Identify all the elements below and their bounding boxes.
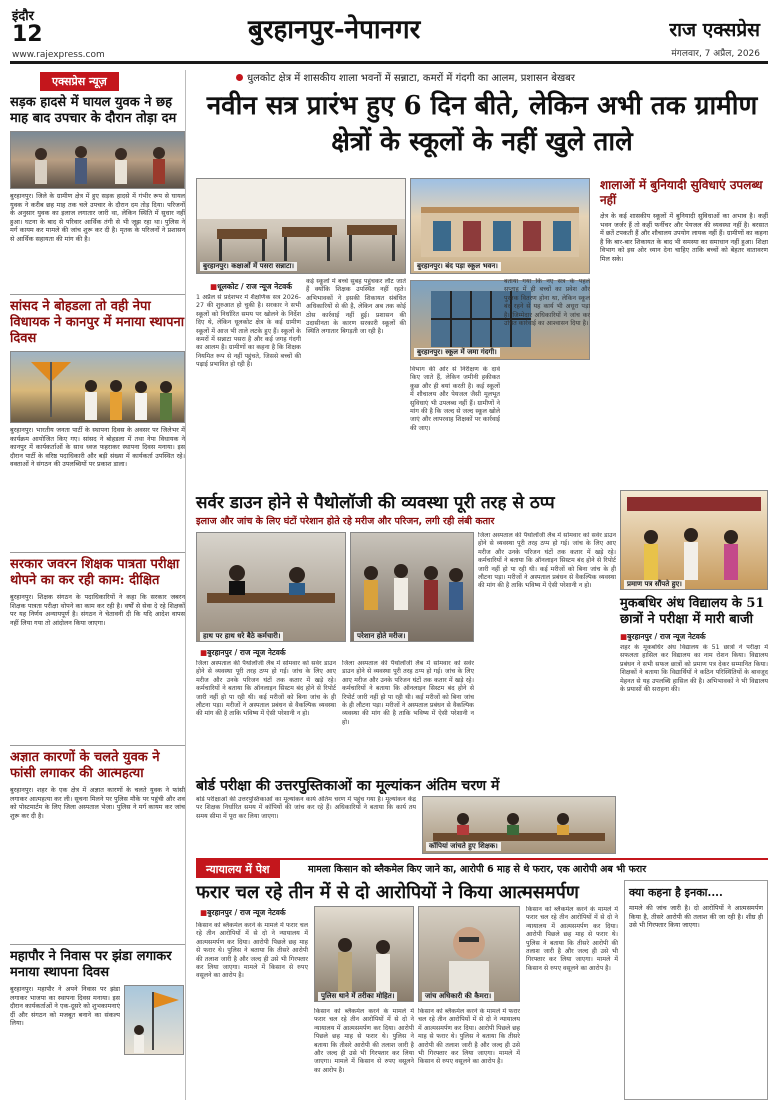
court-byline: ■ बुरहानपुर / राज न्यूज नेटवर्क xyxy=(200,908,286,918)
photo-caption: बुरहानपुर। कक्षाओं में पसरा सन्नाटा। xyxy=(200,262,297,271)
court-band xyxy=(196,858,768,876)
ceremony-illustration xyxy=(621,491,767,589)
portrait-illustration xyxy=(419,907,519,1001)
lead-column-2: कई स्कूलों में बच्चे सुबह पहुंचकर लौट जाते हैं क्योंकि शिक्षक उपस्थित नहीं रहते। अभिभावकों ने इसकी शिकायत संबंधित अधिकारियों से की है, लेकिन अब तक कोई ठोस कार्रवाई नहीं हुई। प्रशासन की उदासीनता के कारण सरकारी स्कूलों की स्थिति लगातार बिगड़ती जा रही है। xyxy=(306,278,406,336)
lead-kicker xyxy=(236,70,768,84)
lead-sidebar xyxy=(600,178,768,482)
divider xyxy=(10,294,185,295)
story-photo xyxy=(124,985,184,1055)
school-headline: मुकबधिर अंध विद्यालय के 51 छात्रों ने परीक्षा में मारी बाजी xyxy=(620,596,765,627)
page-banner: बुरहानपुर-नेपानगर xyxy=(248,15,421,45)
crowd-illustration xyxy=(11,352,185,423)
paper-name: राज एक्सप्रेस xyxy=(669,19,760,41)
lead-column-4: बताया गया कि नए सत्र के पहले सप्ताह में ही बच्चों का प्रवेश और पुस्तक वितरण होना था, लेकिन स्कूल बंद रहने से यह कार्य भी अधूरा पड़ा है। जिम्मेदार अधिकारियों ने जांच कर उचित कार्रवाई का आश्वासन दिया है। xyxy=(504,278,590,328)
website-link[interactable]: www.rajexpress.com xyxy=(12,50,105,60)
server-photo-1 xyxy=(196,532,346,642)
lead-column-3: विभाग की ओर से निरीक्षण के दावे किए जाते हैं, लेकिन जमीनी हकीकत कुछ और ही बयां करती है। कई स्कूलों में शौचालय और पेयजल जैसी मूलभूत सुविधाएं भी उपलब्ध नहीं हैं। ग्रामीणों ने मांग की है कि जल्द से जल्द स्कूल खोले जाएं और लापरवाह शिक्षकों पर कार्रवाई की जाए। xyxy=(410,366,500,432)
waiting-crowd-illustration xyxy=(351,533,473,641)
story-photo xyxy=(10,351,185,423)
page-number: 12 xyxy=(12,22,43,47)
story-text: बुरहानपुर। शिक्षक संगठन के पदाधिकारियों ने कहा कि सरकार जबरन शिक्षक पात्रता परीक्षा थोपने का काम कर रही है। वर्षों से सेवा दे रहे शिक्षकों पर यह निर्णय अन्यायपूर्ण है। संगठन ने चेतावनी दी कि यदि आदेश वापस नहीं लिया गया तो आंदोलन किया जाएगा। xyxy=(10,593,185,627)
photo-caption: कॉपियां जांचते हुए शिक्षक। xyxy=(426,842,501,851)
edition-city: इंदौर xyxy=(12,9,34,24)
story-headline: सांसद ने बोहडला तो वही नेपा विधायक ने कानपुर में मनाया स्थापना दिवस xyxy=(10,299,185,346)
classroom-illustration xyxy=(197,179,405,273)
story-photo xyxy=(10,131,185,189)
court-sidebar xyxy=(624,880,768,1100)
court-band-text: मामला किसान को ब्लैकमेल किए जाने का, आरोपी 6 माह से थे फरार, एक आरोपी अब भी फरार xyxy=(308,864,647,875)
story-text: बुरहानपुर। शहर के एक क्षेत्र में अज्ञात कारणों के चलते युवक ने फांसी लगाकर आत्महत्या कर ली। सूचना मिलने पर पुलिस मौके पर पहुंची और शव को पोस्टमार्टम के लिए जिला अस्पताल भेजा। पुलिस ने मर्ग कायम कर जांच शुरू कर दी है। xyxy=(10,786,185,820)
photo-caption: प्रमाण पत्र सौंपते हुए। xyxy=(624,580,685,589)
court-text-3: किसान को ब्लैकमेल करने के मामले में फरार चल रहे तीन आरोपियों में से दो ने न्यायालय में आत्मसमर्पण कर दिया। आरोपी पिछले छह माह से फरार थे। पुलिस ने बताया कि तीसरे आरोपी की तलाश जारी है और जल्द ही उसे भी गिरफ्तार कर लिया जाएगा। मामले में किसान से रुपए वसूलने का आरोप है। xyxy=(418,1008,520,1066)
court-text-2: किसान को ब्लैकमेल करने के मामले में फरार चल रहे तीन आरोपियों में से दो ने न्यायालय में आत्मसमर्पण कर दिया। आरोपी पिछले छह माह से फरार थे। पुलिस ने बताया कि तीसरे आरोपी की तलाश जारी है और जल्द ही उसे भी गिरफ्तार कर लिया जाएगा। मामले में किसान से रुपए वसूलने का आरोप है। xyxy=(314,1008,414,1074)
exam-headline: बोर्ड परीक्षा की उत्तरपुस्तिकाओं का मूल्यांकन अंतिम चरण में xyxy=(196,778,500,794)
court-photo-1 xyxy=(314,906,414,1002)
photo-caption: परेशान होते मरीज। xyxy=(354,632,408,641)
office-illustration xyxy=(197,533,345,641)
issue-date: मंगलवार, 7 अप्रैल, 2026 xyxy=(671,49,760,59)
court-headline: फरार चल रहे तीन में से दो आरोपियों ने किया आत्मसमर्पण xyxy=(196,882,579,903)
divider xyxy=(10,944,185,945)
photo-caption: बुरहानपुर। बंद पड़ा स्कूल भवन। xyxy=(414,262,501,271)
bullet-icon xyxy=(236,74,243,81)
people-illustration xyxy=(11,132,185,189)
divider xyxy=(10,552,185,553)
divider xyxy=(10,745,185,746)
story-headline: सड़क हादसे में घायल युवक ने छह माह बाद उपचार के दौरान तोड़ा दम xyxy=(10,95,177,126)
story-text: बुरहानपुर। जिले के ग्रामीण क्षेत्र में हुए सड़क हादसे में गंभीर रूप से घायल युवक ने करीब छह माह तक चले उपचार के दौरान दम तोड़ दिया। परिजनों के अनुसार युवक का इलाज लगातार जारी था, लेकिन स्थिति में सुधार नहीं हुआ। घटना के बाद से परिवार आर्थिक तंगी से भी जूझ रहा था। पुलिस ने मर्ग कायम कर मामले की जांच शुरू कर दी है। मृतक के परिजनों ने प्रशासन से आर्थिक सहायता की मांग की है। xyxy=(10,192,185,243)
lead-headline: नवीन सत्र प्रारंभ हुए 6 दिन बीते, लेकिन अभी तक ग्रामीण क्षेत्रों के स्कूलों के नहीं खुले ताले xyxy=(206,91,758,157)
section-tag: एक्सप्रेस न्यूज़ xyxy=(40,72,119,91)
court-photo-2 xyxy=(418,906,520,1002)
server-subhead: इलाज और जांच के लिए घंटों परेशान होते रहे मरीज और परिजन, लगी रही लंबी कतार xyxy=(196,516,495,527)
server-headline: सर्वर डाउन होने से पैथोलॉजी की व्यवस्था पूरी तरह से ठप्प xyxy=(196,493,555,513)
photo-caption: जांच अधिकारी की कैमरा। xyxy=(422,992,494,1001)
server-text-1: जिला अस्पताल की पैथोलॉजी लैब में सोमवार को सर्वर डाउन होने से व्यवस्था पूरी तरह ठप्प हो गई। जांच के लिए आए मरीज और उनके परिजन घंटों तक कतार में खड़े रहे। कर्मचारियों ने बताया कि ऑनलाइन सिस्टम बंद होने से रिपोर्ट जारी नहीं हो पा रही थी। कई मरीजों को बिना जांच के ही लौटना पड़ा। मरीजों ने अस्पताल प्रबंधन से वैकल्पिक व्यवस्था की मांग की है ताकि भविष्य में ऐसी परेशानी न हो। xyxy=(196,660,336,718)
school-text: शहर के मूकबधिर अंध विद्यालय के 51 छात्रों ने परीक्षा में सफलता हासिल कर विद्यालय का नाम रोशन किया। विद्यालय प्रबंधन ने सभी सफल छात्रों को प्रमाण पत्र देकर सम्मानित किया। शिक्षकों ने बताया कि विद्यार्थियों ने कठिन परिस्थितियों के बावजूद मेहनत से यह उपलब्धि हासिल की है। अभिभावकों ने भी विद्यालय के प्रयासों की सराहना की। xyxy=(620,644,768,694)
photo-caption: पुलिस थाने में तरीका मोहित। xyxy=(318,992,397,1001)
court-sidebar-headline: क्या कहना है इनका.... xyxy=(629,886,723,899)
story-text: बुरहानपुर। भारतीय जनता पार्टी के स्थापना दिवस के अवसर पर जिलेभर में कार्यक्रम आयोजित किए गए। सांसद ने बोहडला में तथा नेपा विधायक ने कानपुर में कार्यकर्ताओं के साथ ध्वज फहराकर स्थापना दिवस मनाया। इस दौरान पार्टी के वरिष्ठ पदाधिकारी और बड़ी संख्या में कार्यकर्ता उपस्थित रहे। वक्ताओं ने संगठन की उपलब्धियों पर प्रकाश डाला। xyxy=(10,426,185,469)
school-building-illustration xyxy=(411,179,589,273)
story-headline: सरकार जवरन शिक्षक पात्रता परीक्षा थोपने का कर रही काम: दीक्षित xyxy=(10,557,180,588)
story-text: बुरहानपुर। महापौर ने अपने निवास पर झंडा लगाकर भाजपा का स्थापना दिवस मनाया। इस दौरान कार्यकर्ताओं ने एक-दूसरे को शुभकामनाएं दीं और संगठन को मजबूत बनाने का संकल्प लिया। xyxy=(10,985,120,1028)
story-headline: अज्ञात कारणों के चलते युवक ने फांसी लगाकर की आत्महत्या xyxy=(10,750,160,781)
server-photo-2 xyxy=(350,532,474,642)
masthead xyxy=(10,6,768,64)
court-band-label: न्यायालय में पेश xyxy=(196,860,280,878)
server-byline: ■ बुरहानपुर / राज न्यूज नेटवर्क xyxy=(200,648,286,658)
court-text-1: किसान को ब्लैकमेल करने के मामले में फरार चल रहे तीन आरोपियों में से दो ने न्यायालय में आत्मसमर्पण कर दिया। आरोपी पिछले छह माह से फरार थे। पुलिस ने बताया कि तीसरे आरोपी की तलाश जारी है और जल्द ही उसे भी गिरफ्तार कर लिया जाएगा। मामले में किसान से रुपए वसूलने का आरोप है। xyxy=(196,922,308,980)
sidebar-headline: शालाओं में बुनियादी सुविधाएं उपलब्ध नहीं xyxy=(600,178,763,207)
photo-caption: बुरहानपुर। स्कूल में जमा गंदगी। xyxy=(414,348,500,357)
exam-text: बोर्ड परीक्षाओं की उत्तरपुस्तिकाओं का मूल्यांकन कार्य अंतिम चरण में पहुंच गया है। मूल्यांकन केंद्र पर शिक्षक निर्धारित समय में कॉपियों की जांच कर रहे हैं। अधिकारियों ने बताया कि कार्य तय समय सीमा में पूरा कर लिया जाएगा। xyxy=(196,796,416,820)
story-headline: महापौर ने निवास पर झंडा लगाकर मनाया स्थापना दिवस xyxy=(10,949,172,980)
school-photo xyxy=(620,490,768,590)
server-text-2: जिला अस्पताल की पैथोलॉजी लैब में सोमवार को सर्वर डाउन होने से व्यवस्था पूरी तरह ठप्प हो गई। जांच के लिए आए मरीज और उनके परिजन घंटों तक कतार में खड़े रहे। कर्मचारियों ने बताया कि ऑनलाइन सिस्टम बंद होने से रिपोर्ट जारी नहीं हो पा रही थी। कई मरीजों को बिना जांच के ही लौटना पड़ा। मरीजों ने अस्पताल प्रबंधन से वैकल्पिक व्यवस्था की मांग की है ताकि भविष्य में ऐसी परेशानी न हो। xyxy=(342,660,474,726)
school-byline: ■ बुरहानपुर / राज न्यूज नेटवर्क xyxy=(620,632,706,642)
court-text-4: किसान को ब्लैकमेल करने के मामले में फरार चल रहे तीन आरोपियों में से दो ने न्यायालय में आत्मसमर्पण कर दिया। आरोपी पिछले छह माह से फरार थे। पुलिस ने बताया कि तीसरे आरोपी की तलाश जारी है और जल्द ही उसे भी गिरफ्तार कर लिया जाएगा। मामले में किसान से रुपए वसूलने का आरोप है। xyxy=(526,906,618,972)
flag-illustration xyxy=(125,986,183,1054)
lead-column-1: 1 अप्रैल से प्रदेशभर में शैक्षणिक सत्र 2026-27 की शुरुआत हो चुकी है। सरकार ने सभी स्कूलों को निर्धारित समय पर खोलने के निर्देश दिए थे, लेकिन धूलकोट क्षेत्र के कई ग्रामीण स्कूलों में आज भी ताले लटके हुए हैं। स्कूलों के कमरों में सन्नाटा पसरा है और कई जगह गंदगी का आलम है। ग्रामीणों का कहना है कि शिक्षक नियमित रूप से नहीं पहुंचते, जिससे बच्चों की पढ़ाई प्रभावित हो रही है। xyxy=(196,294,301,369)
left-column xyxy=(10,70,186,1100)
photo-caption: हाथ पर हाथ धरे बैठे कर्मचारी। xyxy=(200,632,283,641)
court-sidebar-text: मामले की जांच जारी है। दो आरोपियों ने आत्मसमर्पण किया है, तीसरे आरोपी की तलाश की जा रही है। शीघ्र ही उसे भी गिरफ्तार किया जाएगा। xyxy=(629,904,763,930)
lead-byline: ■ धूलकोट / राज न्यूज नेटवर्क xyxy=(210,282,292,292)
lead-photo-1 xyxy=(196,178,406,274)
sidebar-text: क्षेत्र के कई शासकीय स्कूलों में बुनियादी सुविधाओं का अभाव है। कहीं भवन जर्जर हैं तो कहीं फर्नीचर और पेयजल की व्यवस्था नहीं है। बरसात में छतें टपकती हैं और शौचालय उपयोग लायक नहीं हैं। ग्रामीणों का कहना है कि बार-बार शिकायत के बाद भी समस्या का समाधान नहीं हुआ। शिक्षा विभाग को इस ओर ध्यान देना चाहिए ताकि बच्चों को बेहतर वातावरण मिल सके। xyxy=(600,212,768,263)
lead-kicker-text: धुलकोट क्षेत्र में शासकीय शाला भवनों में सन्नाटा, कमरों में गंदगी का आलम, प्रशासन बेखबर xyxy=(247,73,575,84)
lead-photo-2 xyxy=(410,178,590,274)
server-text-3: जिला अस्पताल की पैथोलॉजी लैब में सोमवार को सर्वर डाउन होने से व्यवस्था पूरी तरह ठप्प हो गई। जांच के लिए आए मरीज और उनके परिजन घंटों तक कतार में खड़े रहे। कर्मचारियों ने बताया कि ऑनलाइन सिस्टम बंद होने से रिपोर्ट जारी नहीं हो पा रही थी। कई मरीजों को बिना जांच के ही लौटना पड़ा। मरीजों ने अस्पताल प्रबंधन से वैकल्पिक व्यवस्था की मांग की है ताकि भविष्य में ऐसी परेशानी न हो। xyxy=(478,532,616,590)
police-station-illustration xyxy=(315,907,413,1001)
